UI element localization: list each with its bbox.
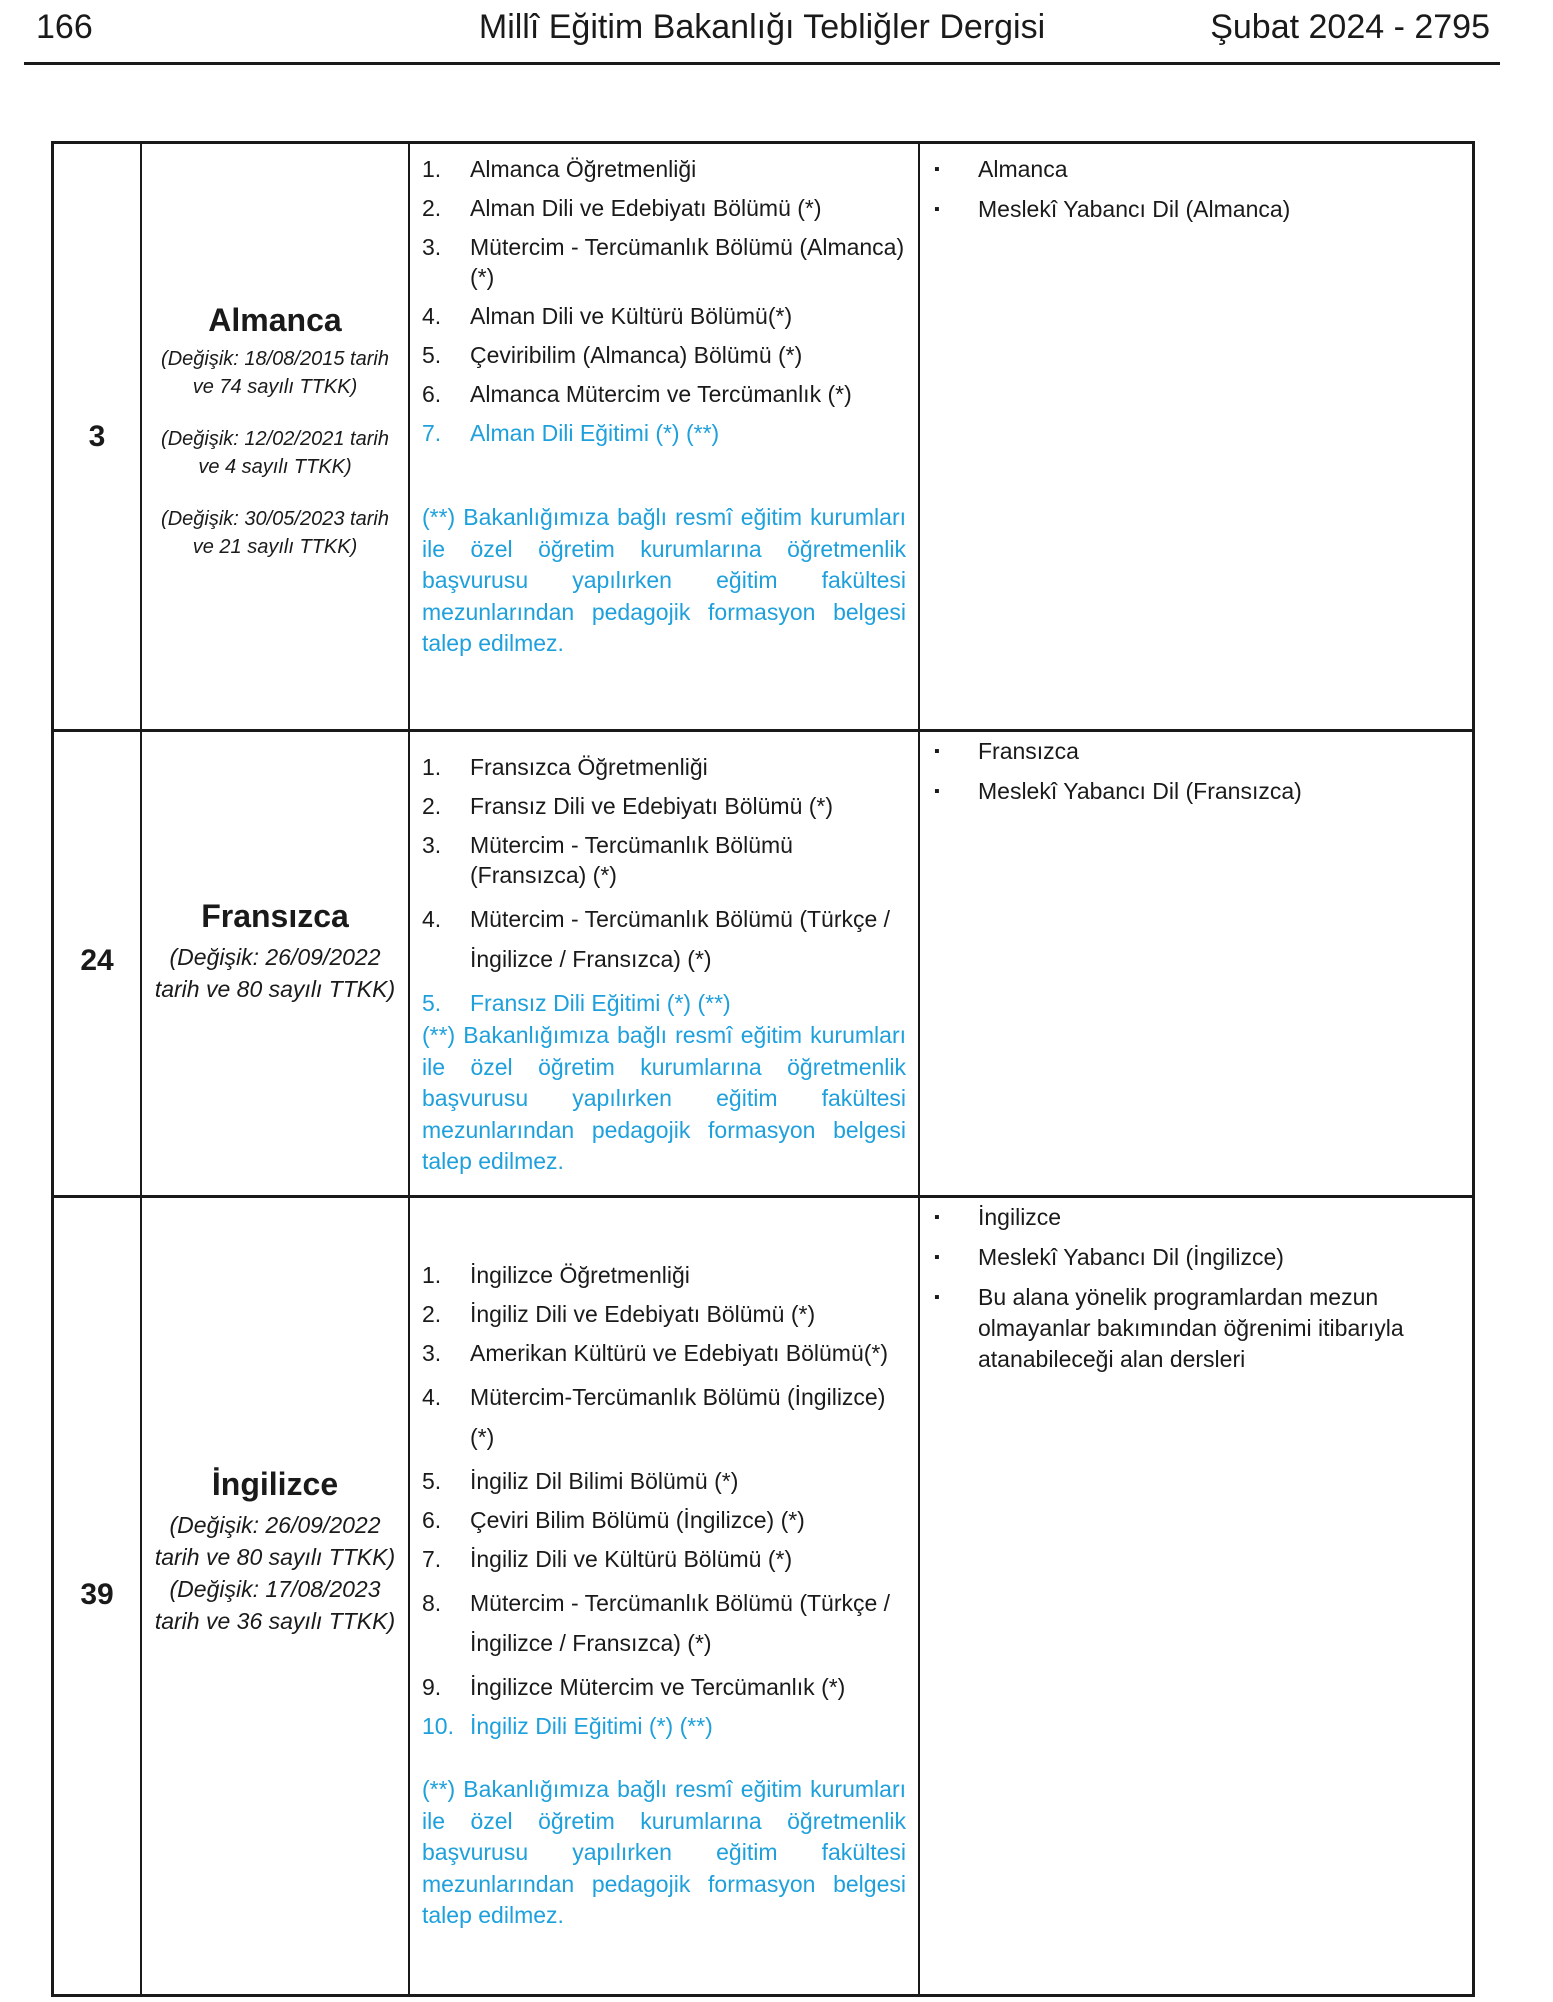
amendment-note: (Değişik: 18/08/2015 tarih ve 74 sayılı TTKK) bbox=[161, 348, 389, 398]
list-item: ▪ Meslekî Yabancı Dil (Almanca) bbox=[934, 194, 1442, 225]
bullet-icon: ▪ bbox=[934, 1209, 940, 1226]
footnote: (**) Bakanlığımıza bağlı resmî eğitim kurumları ile özel öğretim kurumlarına öğretmenlik başvurusu yapılırken eğitim fakültesi mezunlarından pedagojik formasyon belgesi talep edilmez. bbox=[422, 504, 906, 656]
page-header bbox=[24, 0, 1500, 65]
list-item: 10. İngiliz Dili Eğitimi (*) (**) bbox=[422, 1713, 713, 1739]
amendment-note: (Değişik: 12/02/2021 tarih ve 4 sayılı TTKK) bbox=[161, 428, 389, 478]
footnote: (**) Bakanlığımıza bağlı resmî eğitim kurumları ile özel öğretim kurumlarına öğretmenlik başvurusu yapılırken eğitim fakültesi mezunlarından pedagojik formasyon belgesi talep edilmez. bbox=[422, 1776, 906, 1928]
table-row-almanca bbox=[54, 144, 1472, 732]
list-item: 6. Almanca Mütercim ve Tercümanlık (*) bbox=[422, 381, 852, 407]
course-list bbox=[934, 154, 1442, 234]
list-item: ▪ Bu alana yönelik programlardan mezun olmayanlar bakımından öğrenimi itibarıyla atanabileceği alan dersleri bbox=[934, 1284, 1404, 1372]
list-item: 2. Alman Dili ve Edebiyatı Bölümü (*) bbox=[422, 195, 822, 221]
programs-cell bbox=[410, 1198, 920, 1994]
list-item: 5. Çeviribilim (Almanca) Bölümü (*) bbox=[422, 342, 803, 368]
bullet-icon: ▪ bbox=[934, 743, 940, 760]
list-item: 2. İngiliz Dili ve Edebiyatı Bölümü (*) bbox=[422, 1301, 816, 1327]
list-item: ▪ Fransızca bbox=[934, 736, 1442, 767]
list-item: 1. İngilizce Öğretmenliği bbox=[422, 1262, 690, 1288]
area-name: Fransızca bbox=[201, 898, 349, 934]
bullet-icon: ▪ bbox=[934, 1249, 940, 1266]
programs-cell bbox=[410, 732, 920, 1195]
list-item: 2. Fransız Dili ve Edebiyatı Bölümü (*) bbox=[422, 793, 834, 819]
table-row-ingilizce bbox=[54, 1198, 1472, 1994]
assignment-table bbox=[51, 141, 1475, 1997]
footnote: (**) Bakanlığımıza bağlı resmî eğitim kurumları ile özel öğretim kurumlarına öğretmenlik başvurusu yapılırken eğitim fakültesi mezunlarından pedagojik formasyon belgesi talep edilmez. bbox=[422, 1022, 906, 1174]
area-number-cell bbox=[54, 1198, 142, 1994]
list-item: 5. Fransız Dili Eğitimi (*) (**) bbox=[422, 990, 731, 1016]
list-item: ▪ Meslekî Yabancı Dil (Fransızca) bbox=[934, 776, 1442, 807]
area-name: Almanca bbox=[208, 302, 342, 338]
issue-date: Şubat 2024 - 2795 bbox=[1210, 8, 1490, 46]
courses-cell bbox=[920, 144, 1472, 729]
list-item: 3. Mütercim - Tercümanlık Bölümü (Fransızca) (*) bbox=[422, 832, 793, 888]
amendment-note: (Değişik: 26/09/2022 tarih ve 80 sayılı TTKK) bbox=[154, 1512, 396, 1570]
table-row-fransizca bbox=[54, 732, 1472, 1198]
list-item: 3. Mütercim - Tercümanlık Bölümü (Almanca) (*) bbox=[422, 234, 905, 290]
area-name-cell bbox=[142, 144, 410, 729]
amendment-note: (Değişik: 26/09/2022 tarih ve 80 sayılı TTKK) bbox=[154, 944, 396, 1002]
bullet-icon: ▪ bbox=[934, 783, 940, 800]
bullet-icon: ▪ bbox=[934, 1289, 940, 1306]
area-number: 3 bbox=[88, 420, 106, 453]
list-item: 4. Mütercim - Tercümanlık Bölümü (Türkçe / İngilizce / Fransızca) (*) bbox=[422, 906, 891, 972]
list-item: ▪ İngilizce bbox=[934, 1202, 1442, 1233]
amendment-note: (Değişik: 30/05/2023 tarih ve 21 sayılı TTKK) bbox=[161, 508, 389, 558]
list-item: 1. Fransızca Öğretmenliği bbox=[422, 754, 708, 780]
area-name: İngilizce bbox=[211, 1466, 339, 1502]
course-list bbox=[934, 1202, 1442, 1384]
list-item: 7. İngiliz Dili ve Kültürü Bölümü (*) bbox=[422, 1546, 793, 1572]
area-name-cell bbox=[142, 732, 410, 1195]
program-list bbox=[422, 752, 906, 1027]
journal-title: Millî Eğitim Bakanlığı Tebliğler Dergisi bbox=[478, 8, 1046, 46]
page-number: 166 bbox=[36, 8, 93, 46]
list-item: 9. İngilizce Mütercim ve Tercümanlık (*) bbox=[422, 1674, 846, 1700]
list-item: 6. Çeviri Bilim Bölümü (İngilizce) (*) bbox=[422, 1507, 805, 1533]
bullet-icon: ▪ bbox=[934, 201, 940, 218]
list-item: 4. Alman Dili ve Kültürü Bölümü(*) bbox=[422, 303, 793, 329]
program-list bbox=[422, 1260, 906, 1750]
courses-cell bbox=[920, 732, 1472, 1195]
list-item: ▪ Meslekî Yabancı Dil (İngilizce) bbox=[934, 1242, 1442, 1273]
list-item: 7. Alman Dili Eğitimi (*) (**) bbox=[422, 420, 720, 446]
list-item: ▪ Almanca bbox=[934, 154, 1442, 185]
program-list bbox=[422, 154, 906, 457]
area-number: 39 bbox=[80, 1578, 114, 1611]
courses-cell bbox=[920, 1198, 1472, 1994]
list-item: 3. Amerikan Kültürü ve Edebiyatı Bölümü(*) bbox=[422, 1340, 889, 1366]
area-name-cell bbox=[142, 1198, 410, 1994]
amendment-note: (Değişik: 17/08/2023 tarih ve 36 sayılı TTKK) bbox=[154, 1576, 396, 1634]
programs-cell bbox=[410, 144, 920, 729]
list-item: 8. Mütercim - Tercümanlık Bölümü (Türkçe / İngilizce / Fransızca) (*) bbox=[422, 1590, 891, 1656]
area-number-cell bbox=[54, 732, 142, 1195]
course-list bbox=[934, 736, 1442, 816]
area-number-cell bbox=[54, 144, 142, 729]
area-number: 24 bbox=[80, 944, 114, 977]
bullet-icon: ▪ bbox=[934, 161, 940, 178]
list-item: 4. Mütercim-Tercümanlık Bölümü (İngilizce) (*) bbox=[422, 1384, 886, 1450]
list-item: 1. Almanca Öğretmenliği bbox=[422, 156, 697, 182]
list-item: 5. İngiliz Dil Bilimi Bölümü (*) bbox=[422, 1468, 739, 1494]
